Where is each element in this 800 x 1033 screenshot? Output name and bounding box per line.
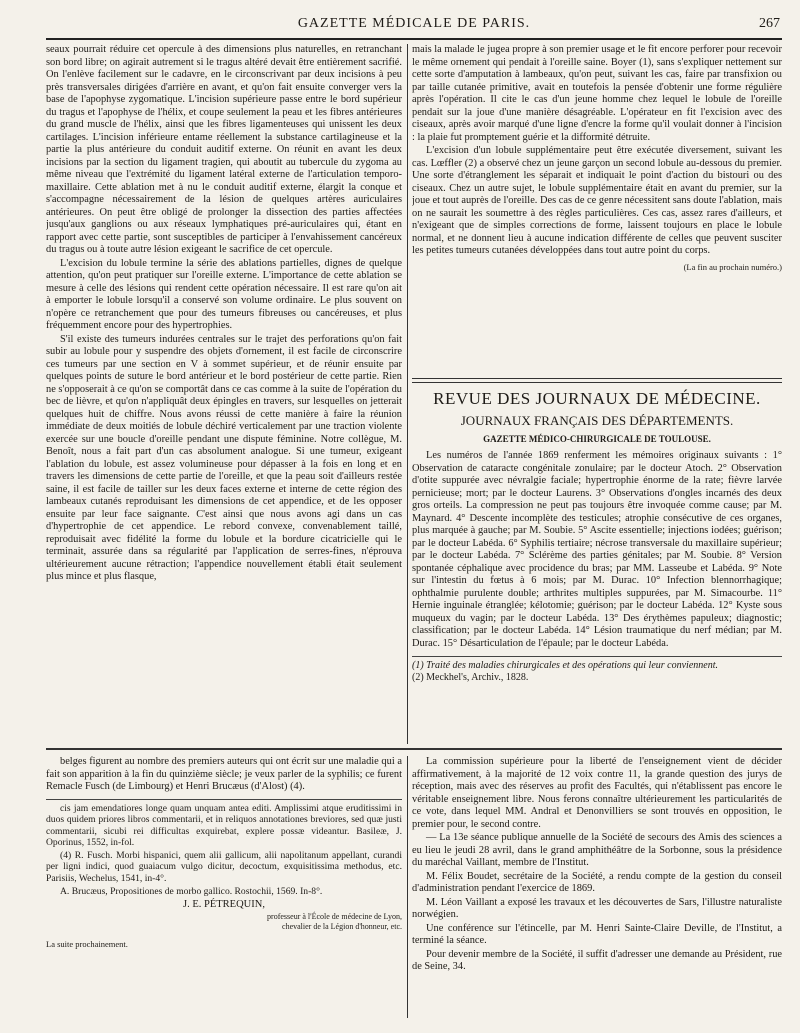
footnote-1: (1) Traité des maladies chirurgicales et des opérations qui leur conviennent. bbox=[412, 660, 718, 671]
footnote-rule bbox=[46, 799, 402, 800]
paragraph: L'excision d'un lobule supplémentaire peut être exécutée diversement, suivant les cas. Lœffler (2) a observé chez un jeune garçon un second lobule au-dessous du premier. Une sorte d'étranglement les séparait et indiquait le point d'action du bistouri ou des ciseaux. Chez un autre sujet, le lobule supplémentaire était en avant du premier, sur la joue et tout auprès de l'oreille. Des cas de ce genre nécessitent sans doute l'ablation, mais on ne saurait les soumettre à des règles particulières. Ces cas, assez rares d'ailleurs, et n'exigeant que de simples corrections de forme, laissent toujours en place le lobule normal, et ne donnent lieu à aucune indication différente de celles que peuvent susciter les petites tumeurs cutanées développées dans tout autre point du corps. bbox=[412, 145, 782, 256]
paragraph: La commission supérieure pour la liberté de l'enseignement vient de décider affirmativement, à la majorité de 12 voix contre 11, la grande question des jurys de réception, mais avec des réserves au profit des Facultés, qui n'établissent pas encore le véritable enseignement libre. Nous ferons connaître ultérieurement les particularités de ce vote, dans lequel MM. Andral et Denonvilliers se sont trouvés en opposition, le premier pour, le second contre. bbox=[412, 756, 782, 830]
right-column-top bbox=[412, 44, 782, 364]
paragraph: belges figurent au nombre des premiers auteurs qui ont écrit sur une maladie qui a fait son apparition à la fin du quinzième siècle; je veux parler de la syphilis; ce furent Remacle Fusch (de Limbourg) et Henri Brucæus (d'Alost) (4). bbox=[46, 756, 402, 792]
column-divider bbox=[407, 44, 408, 744]
footnotes bbox=[412, 656, 782, 684]
section-rule bbox=[412, 378, 782, 383]
footnote-2: (2) Meckhel's, Archiv., 1828. bbox=[412, 672, 529, 683]
left-column-bottom bbox=[46, 756, 402, 1018]
author-honor: chevalier de la Légion d'honneur, etc. bbox=[282, 921, 402, 931]
left-column-top bbox=[46, 44, 402, 742]
footnote-text: cis jam emendatiores longe quam unquam antea editi. Amplissimi atque eruditissimi in duos quidem priores libros commentarii, et in reliquos annotationes breviores, sed quæ justi commentarii, sicubi rei difficultas exquirebat, explere possæ videantur. Basileæ, J. Oporinus, 1552, in-fol. bbox=[46, 802, 402, 849]
author-signature: J. E. PÉTREQUIN, bbox=[183, 899, 265, 911]
footnote-text: (4) R. Fusch. Morbi hispanici, quem alii gallicum, alii napolitanum appellant, curandi per ligni indici, quod guaiacum vulgo dicitur, decoctum, exquisitissima methodus, etc. Parisiis, Wechelus, 1541, in-4°. bbox=[46, 849, 402, 885]
newspaper-page bbox=[46, 14, 782, 1024]
paragraph: L'excision du lobule termine la série des ablations partielles, dignes de quelque attention, qu'on peut pratiquer sur l'oreille externe. L'importance de cette ablation se mesure à celle des lésions qui rendent cette opération nécessaire. Il est rare qu'on ait à emporter le lobule lorsqu'il a conservé son volume ordinaire. Le plus souvent on n'opère ce retranchement que pour des tumeurs fibreuses ou cancéreuses, et plus fréquemment encore pour des hypertrophies. bbox=[46, 257, 402, 331]
paragraph: S'il existe des tumeurs indurées centrales sur le trajet des perforations qu'on fait subir au lobule pour y suspendre des objets d'ornement, il est facile de circonscrire ces tumeurs par une section en V à sommet supérieur, et de réunir ensuite par quelques points de suture le bord antérieur et le bord postérieur de cette partie. Rien ne s'opposerait à ce qu'on se comportât dans ce cas comme à la suite de l'opération du bec de lièvre, et qu'on n'appliquât deux épingles en travers, sur lesquelles on jetterait quelques huit de chiffre. Nous avons réussi de cette manière à faire la réunion immédiate de deux moitiés de lobule déchiré verticalement par une traction violente exercée sur une boucle d'oreille pendant une dispute féminine. Notre collègue, M. Benoît, nous a fait part d'un cas absolument analogue. Si une tumeur, exigeant l'ablation du lobule, est assez volumineuse pour dépasser à la fois en long et en travers les dimensions de cette partie de l'oreille, et que la peau soit d'ailleurs restée saine, il est facile de tailler sur les deux faces externe et interne de cette région des lambeaux cutanés reproduisant les dimensions de cet appendice, et de les opposer ensuite par leur face saignante. C'est ainsi que nous avons agi dans un cas d'hypertrophie de cet appendice. Le rebord convexe, convenablement taillé, reproduisait avec fidélité la forme du lobule et la bordure cicatricielle qui le terminait, assurée dans sa régularité par l'application de serres-fines, n'éprouva ultérieurement aucune rétraction; l'appendice nouvellement établi était seulement plus mince et plus flasque, bbox=[46, 333, 402, 582]
section-subtitle: JOURNAUX FRANÇAIS DES DÉPARTEMENTS. bbox=[460, 413, 734, 428]
footnote-text: A. Brucæus, Propositiones de morbo gallico. Rostochii, 1569. In-8°. bbox=[60, 885, 323, 897]
right-column-bottom bbox=[412, 756, 782, 1018]
author-title: professeur à l'École de médecine de Lyon, bbox=[267, 911, 402, 921]
page-header bbox=[46, 14, 782, 40]
paragraph: mais la malade le jugea propre à son premier usage et le fit encore perforer pour recevoir le même ornement qui pendait à l'oreille saine. Boyer (1), sans s'expliquer nettement sur cette sorte d'amputation à lambeaux, qu'on peut, suivant les cas, faire par transfixion ou par taille cutanée primitive, avait en toutefois la pensée d'obtenir une forme régulière après l'opération. Il cite le cas d'un jeune homme chez lequel le lobule de l'oreille pendait sur la joue d'une manière désagréable. L'opérateur en fit l'excision avec des ciseaux, après avoir marqué d'une ligne d'encre la forme qu'il voulait donner à l'incision : la plaie fut promptement guérie et la difformité détruite. bbox=[412, 44, 782, 143]
journal-name: GAZETTE MÉDICO-CHIRURGICALE DE TOULOUSE. bbox=[483, 434, 711, 444]
paragraph: M. Félix Boudet, secrétaire de la Société, a rendu compte de la gestion du conseil d'administration pendant l'exercice de 1869. bbox=[412, 870, 782, 894]
column-divider bbox=[407, 756, 408, 1018]
paragraph: Les numéros de l'année 1869 renferment les mémoires originaux suivants : 1° Observation de cataracte congénitale zonulaire; par le docteur Atoch. 2° Observation d'otite suppurée avec névralgie faciale; hypertrophie énorme de la rate; fièvre larvée pernicieuse; mort; par le docteur Laurens. 3° Observations d'ongles incarnés des deux gros orteils. La compression ne peut pas toujours être invoquée comme cause; par M. Maynard. 4° Descente incomplète des testicules; atrophie consécutive de ces organes, plus marquée à gauche; par M. Soubie. 5° Ascite essentielle; injections iodées; guérison; par le docteur Labéda. 6° Syphilis tertiaire; nécrose transversale du maxillaire supérieur; par le docteur Labéda. 7° Sclérème des parties génitales; par M. Soubie. 8° Version spontanée céphalique avec procidence du bras; par MM. Lasseube et Labéda. 9° Note sur l'intestin du fœtus à 6 mois; par M. Durac. 10° Infection blennorrhagique; ophthalmie purulente double; arthrites multiples suppurées, par M. Simacourbe. 11° Hernie inguinale étranglée; kélotomie; guérison; par le docteur Labéda. 12° Kyste sous muqueux du vagin; par le docteur Labéda. 13° Des érythèmes papuleux; diagnostic; classification; par le docteur Labéda. 14° Lésion traumatique du nerf médian; par M. Durac. 15° Désarticulation de l'épaule; par le docteur Labéda. bbox=[412, 450, 782, 649]
horizontal-divider bbox=[46, 748, 782, 750]
paragraph: Pour devenir membre de la Société, il suffit d'adresser une demande au Président, rue de Seine, 34. bbox=[412, 948, 782, 972]
continued-notice: (La fin au prochain numéro.) bbox=[683, 261, 782, 272]
section-title: REVUE DES JOURNAUX DE MÉDECINE. bbox=[433, 389, 761, 408]
revue-section bbox=[412, 378, 782, 742]
paragraph: seaux pourrait réduire cet opercule à des dimensions plus naturelles, en retranchant son bord libre; on agirait autrement si le tragus altéré devait être entièrement sacrifié. On l'enlève facilement sur le cadavre, en le circonscrivant par deux incisions à peu près transversales dirigées d'arrière en avant, et qu'on fait ensuite converger vers la base de l'apophyse zygomatique. L'incision supérieure passe entre le bord supérieur du tragus et l'apophyse de l'hélix, et coupe seulement la peau et les fibres antérieures du grand muscle de l'hélix, ainsi que les fibres ligamenteuses qui unissent les deux cartilages. L'incision inférieure entame réellement la substance cartilagineuse et la partie la plus antérieure du conduit auditif externe. On réunit en avant les deux incisions par la section du ligament tragien, qui aboutit au tubercule du zygoma au même niveau que l'extrémité du ligament latéral externe de l'articulation temporo-maxillaire. Cette ablation met à nu le conduit auditif externe, élargit la conque et s'accompagne nécessairement de la lésion de quelques artères auriculaires antérieures. On peut être obligé de prolonger la dissection des parties affectées jusqu'aux ganglions ou aux réseaux lymphatiques pré-auriculaires qui, étant en rapport avec cette partie, sont susceptibles de participer à l'envahissement cancéreux du tragus ou à toute autre lésion exigeant le sacrifice de cet opercule. bbox=[46, 44, 402, 255]
paragraph: Une conférence sur l'étincelle, par M. Henri Sainte-Claire Deville, de l'Institut, a terminé la séance. bbox=[412, 922, 782, 946]
paragraph: — La 13e séance publique annuelle de la Société de secours des Amis des sciences a eu lieu le jeudi 28 avril, dans le grand amphithéâtre de la Sorbonne, sous la présidence du maréchal Vaillant, membre de l'Institut. bbox=[412, 832, 782, 868]
continued-notice: La suite prochainement. bbox=[46, 938, 128, 949]
paragraph: M. Léon Vaillant a exposé les travaux et les découvertes de Sars, l'illustre naturaliste norwégien. bbox=[412, 896, 782, 920]
page-number: 267 bbox=[759, 16, 780, 31]
journal-title: GAZETTE MÉDICALE DE PARIS. bbox=[297, 16, 531, 31]
